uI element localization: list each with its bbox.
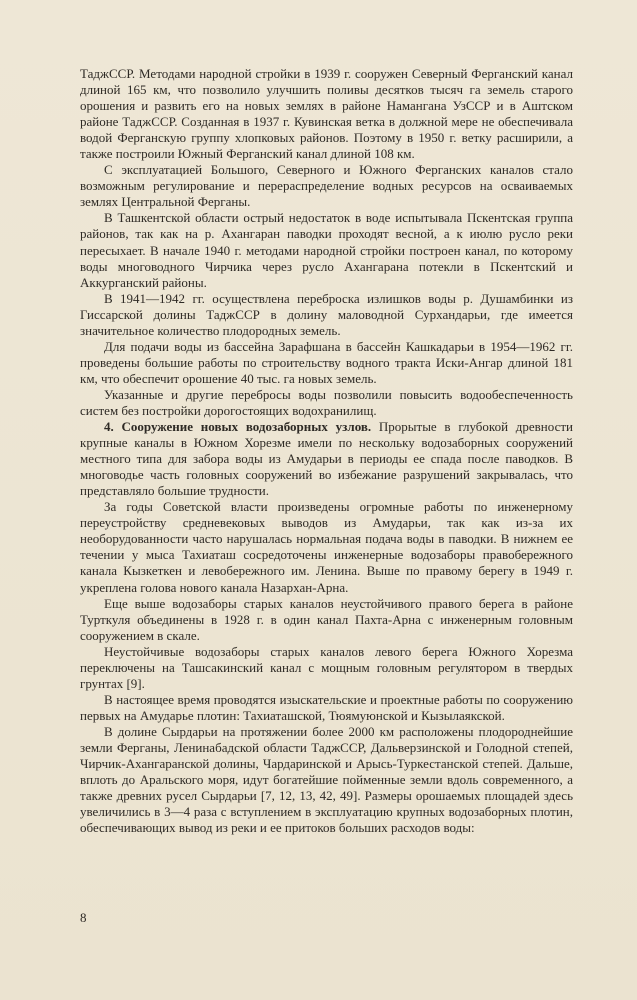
section-heading: 4. Сооружение новых водозаборных узлов.	[104, 419, 372, 435]
paragraph-11: В долине Сырдарьи на протяжении более 2000 км расположены плодороднейшие земли Ферганы, Ленинабадской области ТаджССР, Дальверзинской и Голодной степей, Чирчик-Ахангаранской долины, Чардаринской и Арысь-Туркестанской степей. Дальше, вплоть до Аральского моря, идут богатейшие пойменные земли вдоль современного, а также древних русел Сырдарьи [7, 12, 13, 42, 49]. Размеры орошаемых площадей здесь увеличились в 3—4 раза с вступлением в эксплуатацию крупных водозаборных плотин, обеспечивающих вывод из реки и ее притоков больших расходов воды:	[80, 723, 573, 836]
paragraph-8: Еще выше водозаборы старых каналов неустойчивого правого берега в районе Турткуля объединены в 1928 г. в один канал Пахта-Арна с инженерным головным сооружением в скале.	[80, 595, 573, 643]
paragraph-2: С эксплуатацией Большого, Северного и Южного Ферганских каналов стало возможным регулирование и перераспределение водных ресурсов на осваиваемых землях Центральной Ферганы.	[80, 162, 573, 210]
text-column	[80, 66, 573, 836]
paragraph-6: Указанные и другие перебросы воды позволили повысить водообеспеченность систем без постройки дорогостоящих водохранилищ.	[80, 386, 573, 418]
section-lead-text: Прорытые в глубокой древности крупные каналы в Южном Хорезме имели по нескольку водозаборных сооружений местного типа для забора воды из Амударьи в периоды ее спада после паводков. В многоводье часть головных сооружений во избежание разрушений закрывалась, что представляло большие трудности.	[80, 419, 573, 499]
paragraph-7: За годы Советской власти произведены огромные работы по инженерному переустройству средневековых выводов из Амударьи, так как из-за их необорудованности часто нарушалась нормальная подача воды в паводки. В нижнем ее течении у мыса Тахиаташ сосредоточены инженерные водозаборы правобережного канала Кызкеткен и левобережного им. Ленина. Выше по правому берегу в 1949 г. укреплена голова нового канала Назархан-Арна.	[80, 499, 573, 595]
paragraph-5: Для подачи воды из бассейна Зарафшана в бассейн Кашкадарьи в 1954—1962 гг. проведены большие работы по строительству водного тракта Иски-Ангар длиной 181 км, что обеспечит орошение 40 тыс. га новых земель.	[80, 338, 573, 386]
paragraph-9: Неустойчивые водозаборы старых каналов левого берега Южного Хорезма переключены на Ташсакинский канал с мощным головным регулятором в твердых грунтах [9].	[80, 643, 573, 691]
paragraph-10: В настоящее время проводятся изыскательские и проектные работы по сооружению первых на Амударье плотин: Тахиаташской, Тюямуюнской и Кызылаякской.	[80, 691, 573, 723]
paragraph-3: В Ташкентской области острый недостаток в воде испытывала Пскентская группа районов, так как на р. Ахангаран паводки проходят весной, а к июлю русло реки пересыхает. В начале 1940 г. методами народной стройки построен канал, по которому воды многоводного Чирчика через русло Ахангарана потекли в Пскентский и Аккурганский районы.	[80, 210, 573, 290]
paragraph-4: В 1941—1942 гг. осуществлена переброска излишков воды р. Душамбинки из Гиссарской долины ТаджССР в долину маловодной Сурхандарьи, где имеется значительное количество плодородных земель.	[80, 290, 573, 338]
section-paragraph	[80, 419, 573, 499]
paragraph-1: ТаджССР. Методами народной стройки в 1939 г. сооружен Северный Ферганский канал длиной 165 км, что позволило улучшить поливы десятков тысяч га земель старого орошения и развить его на новых землях в районе Намангана УзССР и в Аштском районе ТаджССР. Созданная в 1937 г. Кувинская ветка в должной мере не обеспечивала водой Ферганскую группу хлопковых районов. Поэтому в 1950 г. ветку расширили, а также построили Южный Ферганский канал длиной 108 км.	[80, 66, 573, 162]
page-number: 8	[80, 910, 87, 925]
